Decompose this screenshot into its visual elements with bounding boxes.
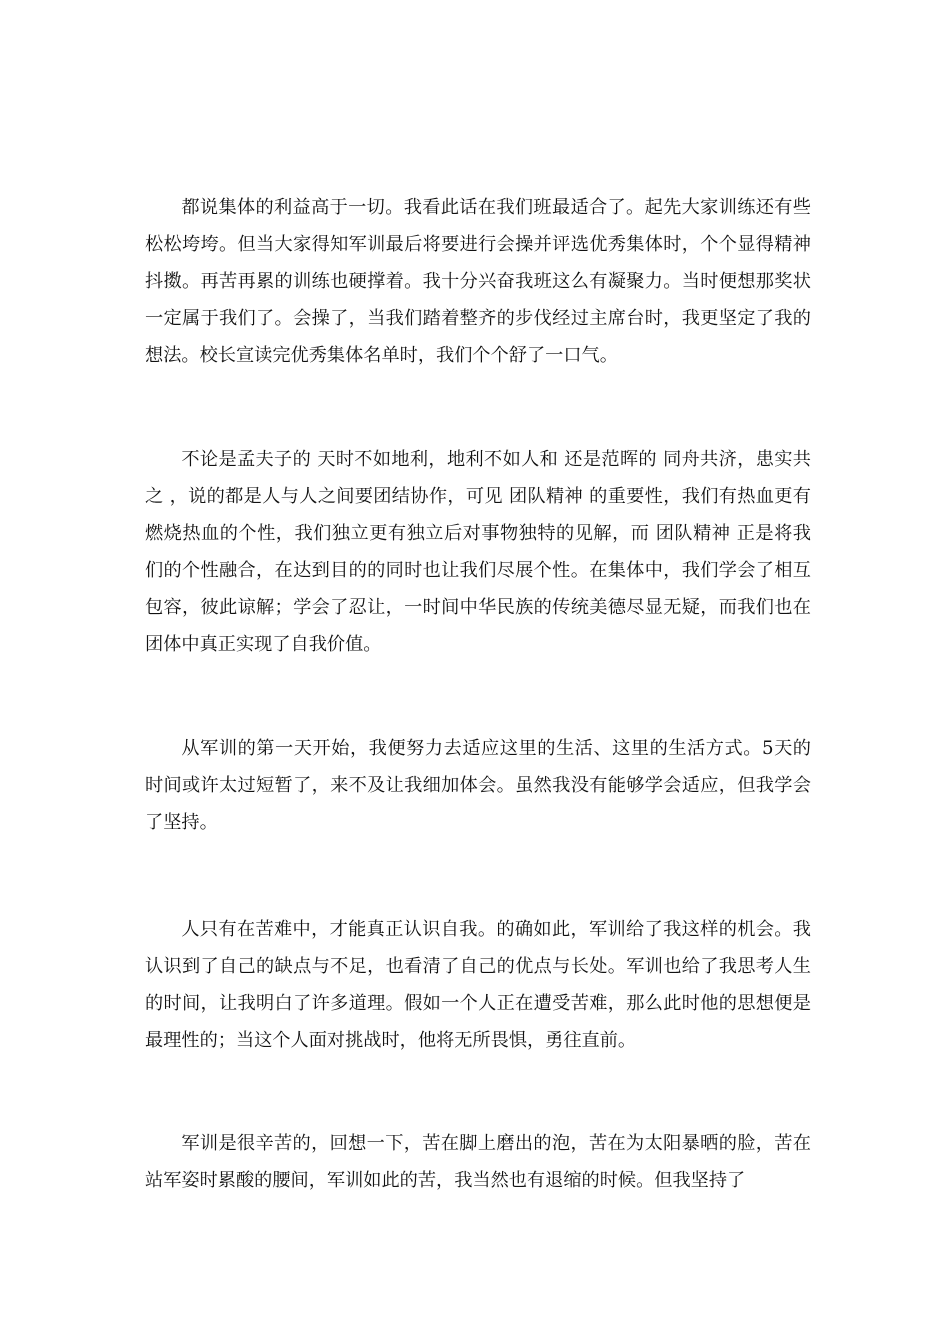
- paragraph-adapt-persist: 从军训的第一天开始，我便努力去适应这里的生活、这里的生活方式。5天的时间或许太过短暂了，来不及让我细加体会。虽然我没有能够学会适应，但我学会了坚持。: [145, 738, 811, 833]
- paragraph-collective-interest: 都说集体的利益高于一切。我看此话在我们班最适合了。起先大家训练还有些松松垮垮。但当大家得知军训最后将要进行会操并评选优秀集体时，个个显得精神抖擞。再苦再累的训练也硬撑着。我十分兴奋我班这么有凝聚力。当时便想那奖状一定属于我们了。会操了，当我们踏着整齐的步伐经过主席台时，我更坚定了我的想法。校长宣读完优秀集体名单时，我们个个舒了一口气。: [145, 197, 811, 366]
- paragraph-know-yourself: 人只有在苦难中，才能真正认识自我。的确如此，军训给了我这样的机会。我认识到了自己的缺点与不足，也看清了自己的优点与长处。军训也给了我思考人生的时间，让我明白了许多道理。假如一个人正在遭受苦难，那么此时他的思想便是最理性的；当这个人面对挑战时，他将无所畏惧，勇往直前。: [145, 919, 811, 1051]
- paragraph-hardship: 军训是很辛苦的，回想一下，苦在脚上磨出的泡，苦在为太阳暴晒的脸，苦在站军姿时累酸的腰间，军训如此的苦，我当然也有退缩的时候。但我坚持了: [145, 1133, 811, 1191]
- paragraph-team-spirit: 不论是孟夫子的 天时不如地利，地利不如人和 还是范晖的 同舟共济，患实共之 ，说的都是人与人之间要团结协作，可见 团队精神 的重要性，我们有热血更有燃烧热血的个性，我们独立更有独立后对事物独特的见解，而 团队精神 正是将我们的个性融合，在达到目的的同时也让我们尽展个性。在集体中，我们学会了相互包容，彼此谅解；学会了忍让，一时间中华民族的传统美德尽显无疑，而我们也在团体中真正实现了自我价值。: [145, 449, 811, 655]
